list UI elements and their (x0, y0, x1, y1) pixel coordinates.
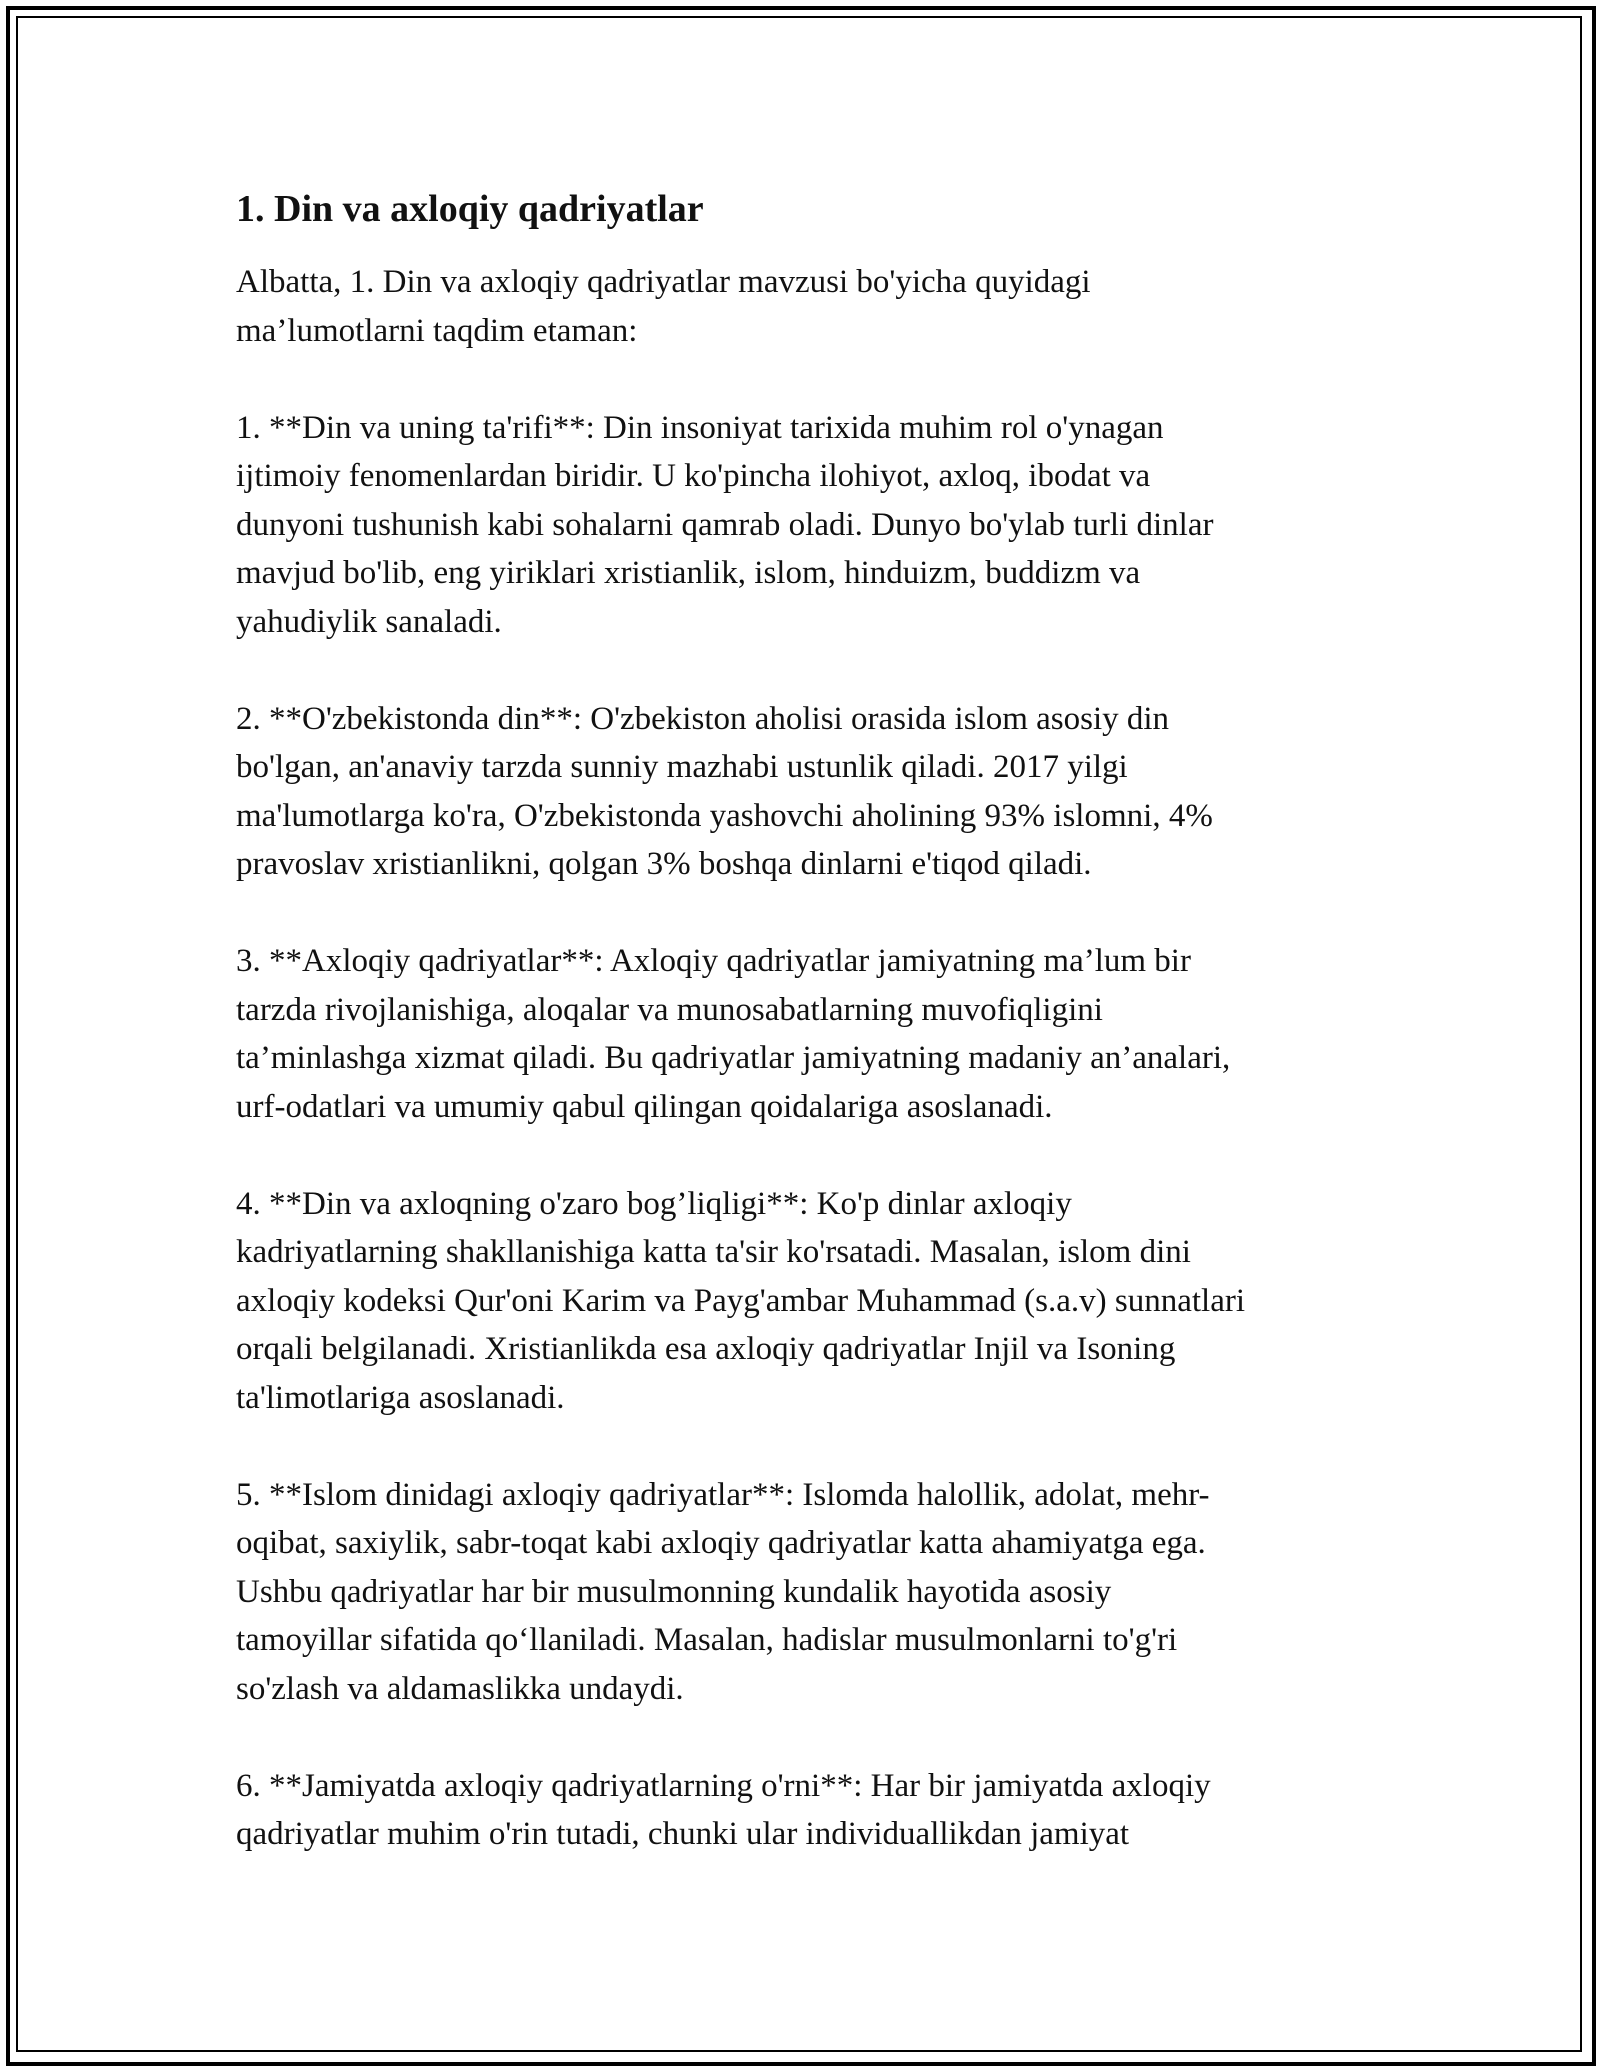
paragraph-line: 4. **Din va axloqning o'zaro bog’liqligi**: Ko'p dinlar axloqiy (236, 1185, 1072, 1222)
paragraph-line: Ushbu qadriyatlar har bir musulmonning kundalik hayotida asosiy (236, 1573, 1112, 1610)
paragraph-line: ma’lumotlarni taqdim etaman: (236, 312, 638, 349)
paragraph-line: 2. **O'zbekistonda din**: O'zbekiston aholisi orasida islom asosiy din (236, 700, 1170, 737)
paragraph-line: 6. **Jamiyatda axloqiy qadriyatlarning o'rni**: Har bir jamiyatda axloqiy (236, 1767, 1211, 1804)
paragraph-line: kadriyatlarning shakllanishiga katta ta'sir ko'rsatadi. Masalan, islom dini (236, 1234, 1191, 1270)
paragraph-line: tarzda rivojlanishiga, aloqalar va munosabatlarning muvofiqligini (236, 991, 1103, 1028)
paragraph-line: 1. **Din va uning ta'rifi**: Din insoniyat tarixida muhim rol o'ynagan (236, 409, 1164, 446)
paragraph-line: axloqiy kodeksi Qur'oni Karim va Payg'ambar Muhammad (s.a.v) sunnatlari (236, 1282, 1245, 1319)
paragraph-item-2 (236, 695, 1361, 889)
paragraph-line: so'zlash va aldamaslikka undaydi. (236, 1670, 684, 1707)
paragraph-item-3 (236, 937, 1361, 1131)
paragraph-line: bo'lgan, an'anaviy tarzda sunniy mazhabi ustunlik qiladi. 2017 yilgi (236, 749, 1128, 785)
paragraph-line: 5. **Islom dinidagi axloqiy qadriyatlar**: Islomda halollik, adolat, mehr- (236, 1476, 1210, 1513)
paragraph-line: orqali belgilanadi. Xristianlikda esa axloqiy qadriyatlar Injil va Isoning (236, 1331, 1176, 1367)
paragraph-line: oqibat, saxiylik, sabr-toqat kabi axloqiy qadriyatlar katta ahamiyatga ega. (236, 1525, 1206, 1561)
paragraph-line: tamoyillar sifatida qo‘llaniladi. Masalan, hadislar musulmonlarni to'g'ri (236, 1622, 1178, 1658)
document-title: 1. Din va axloqiy qadriyatlar (236, 188, 704, 230)
paragraph-line: ta'limotlariga asoslanadi. (236, 1379, 565, 1416)
paragraph-line: Albatta, 1. Din va axloqiy qadriyatlar mavzusi bo'yicha quyidagi (236, 264, 1091, 300)
paragraph-intro (236, 258, 1361, 355)
paragraph-line: yahudiylik sanaladi. (236, 603, 502, 640)
document-body (236, 186, 1361, 1907)
paragraph-line: ta’minlashga xizmat qiladi. Bu qadriyatlar jamiyatning madaniy an’analari, (236, 1040, 1231, 1076)
paragraph-item-6 (236, 1762, 1361, 1859)
paragraph-line: qadriyatlar muhim o'rin tutadi, chunki ular individuallikdan jamiyat (236, 1816, 1130, 1852)
paragraph-line: pravoslav xristianlikni, qolgan 3% boshqa dinlarni e'tiqod qiladi. (236, 846, 1092, 882)
paragraph-line: ijtimoiy fenomenlardan biridir. U ko'pincha ilohiyot, axloq, ibodat va (236, 458, 1151, 494)
paragraph-line: mavjud bo'lib, eng yiriklari xristianlik, islom, hinduizm, buddizm va (236, 555, 1141, 591)
paragraph-line: 3. **Axloqiy qadriyatlar**: Axloqiy qadriyatlar jamiyatning ma’lum bir (236, 943, 1191, 979)
paragraph-line: urf-odatlari va umumiy qabul qilingan qoidalariga asoslanadi. (236, 1088, 1053, 1125)
paragraph-line: ma'lumotlarga ko'ra, O'zbekistonda yashovchi aholining 93% islomni, 4% (236, 797, 1213, 834)
paragraph-item-5 (236, 1471, 1361, 1714)
paragraph-item-1 (236, 404, 1361, 647)
paragraph-line: dunyoni tushunish kabi sohalarni qamrab oladi. Dunyo bo'ylab turli dinlar (236, 506, 1214, 543)
paragraph-item-4 (236, 1180, 1361, 1423)
